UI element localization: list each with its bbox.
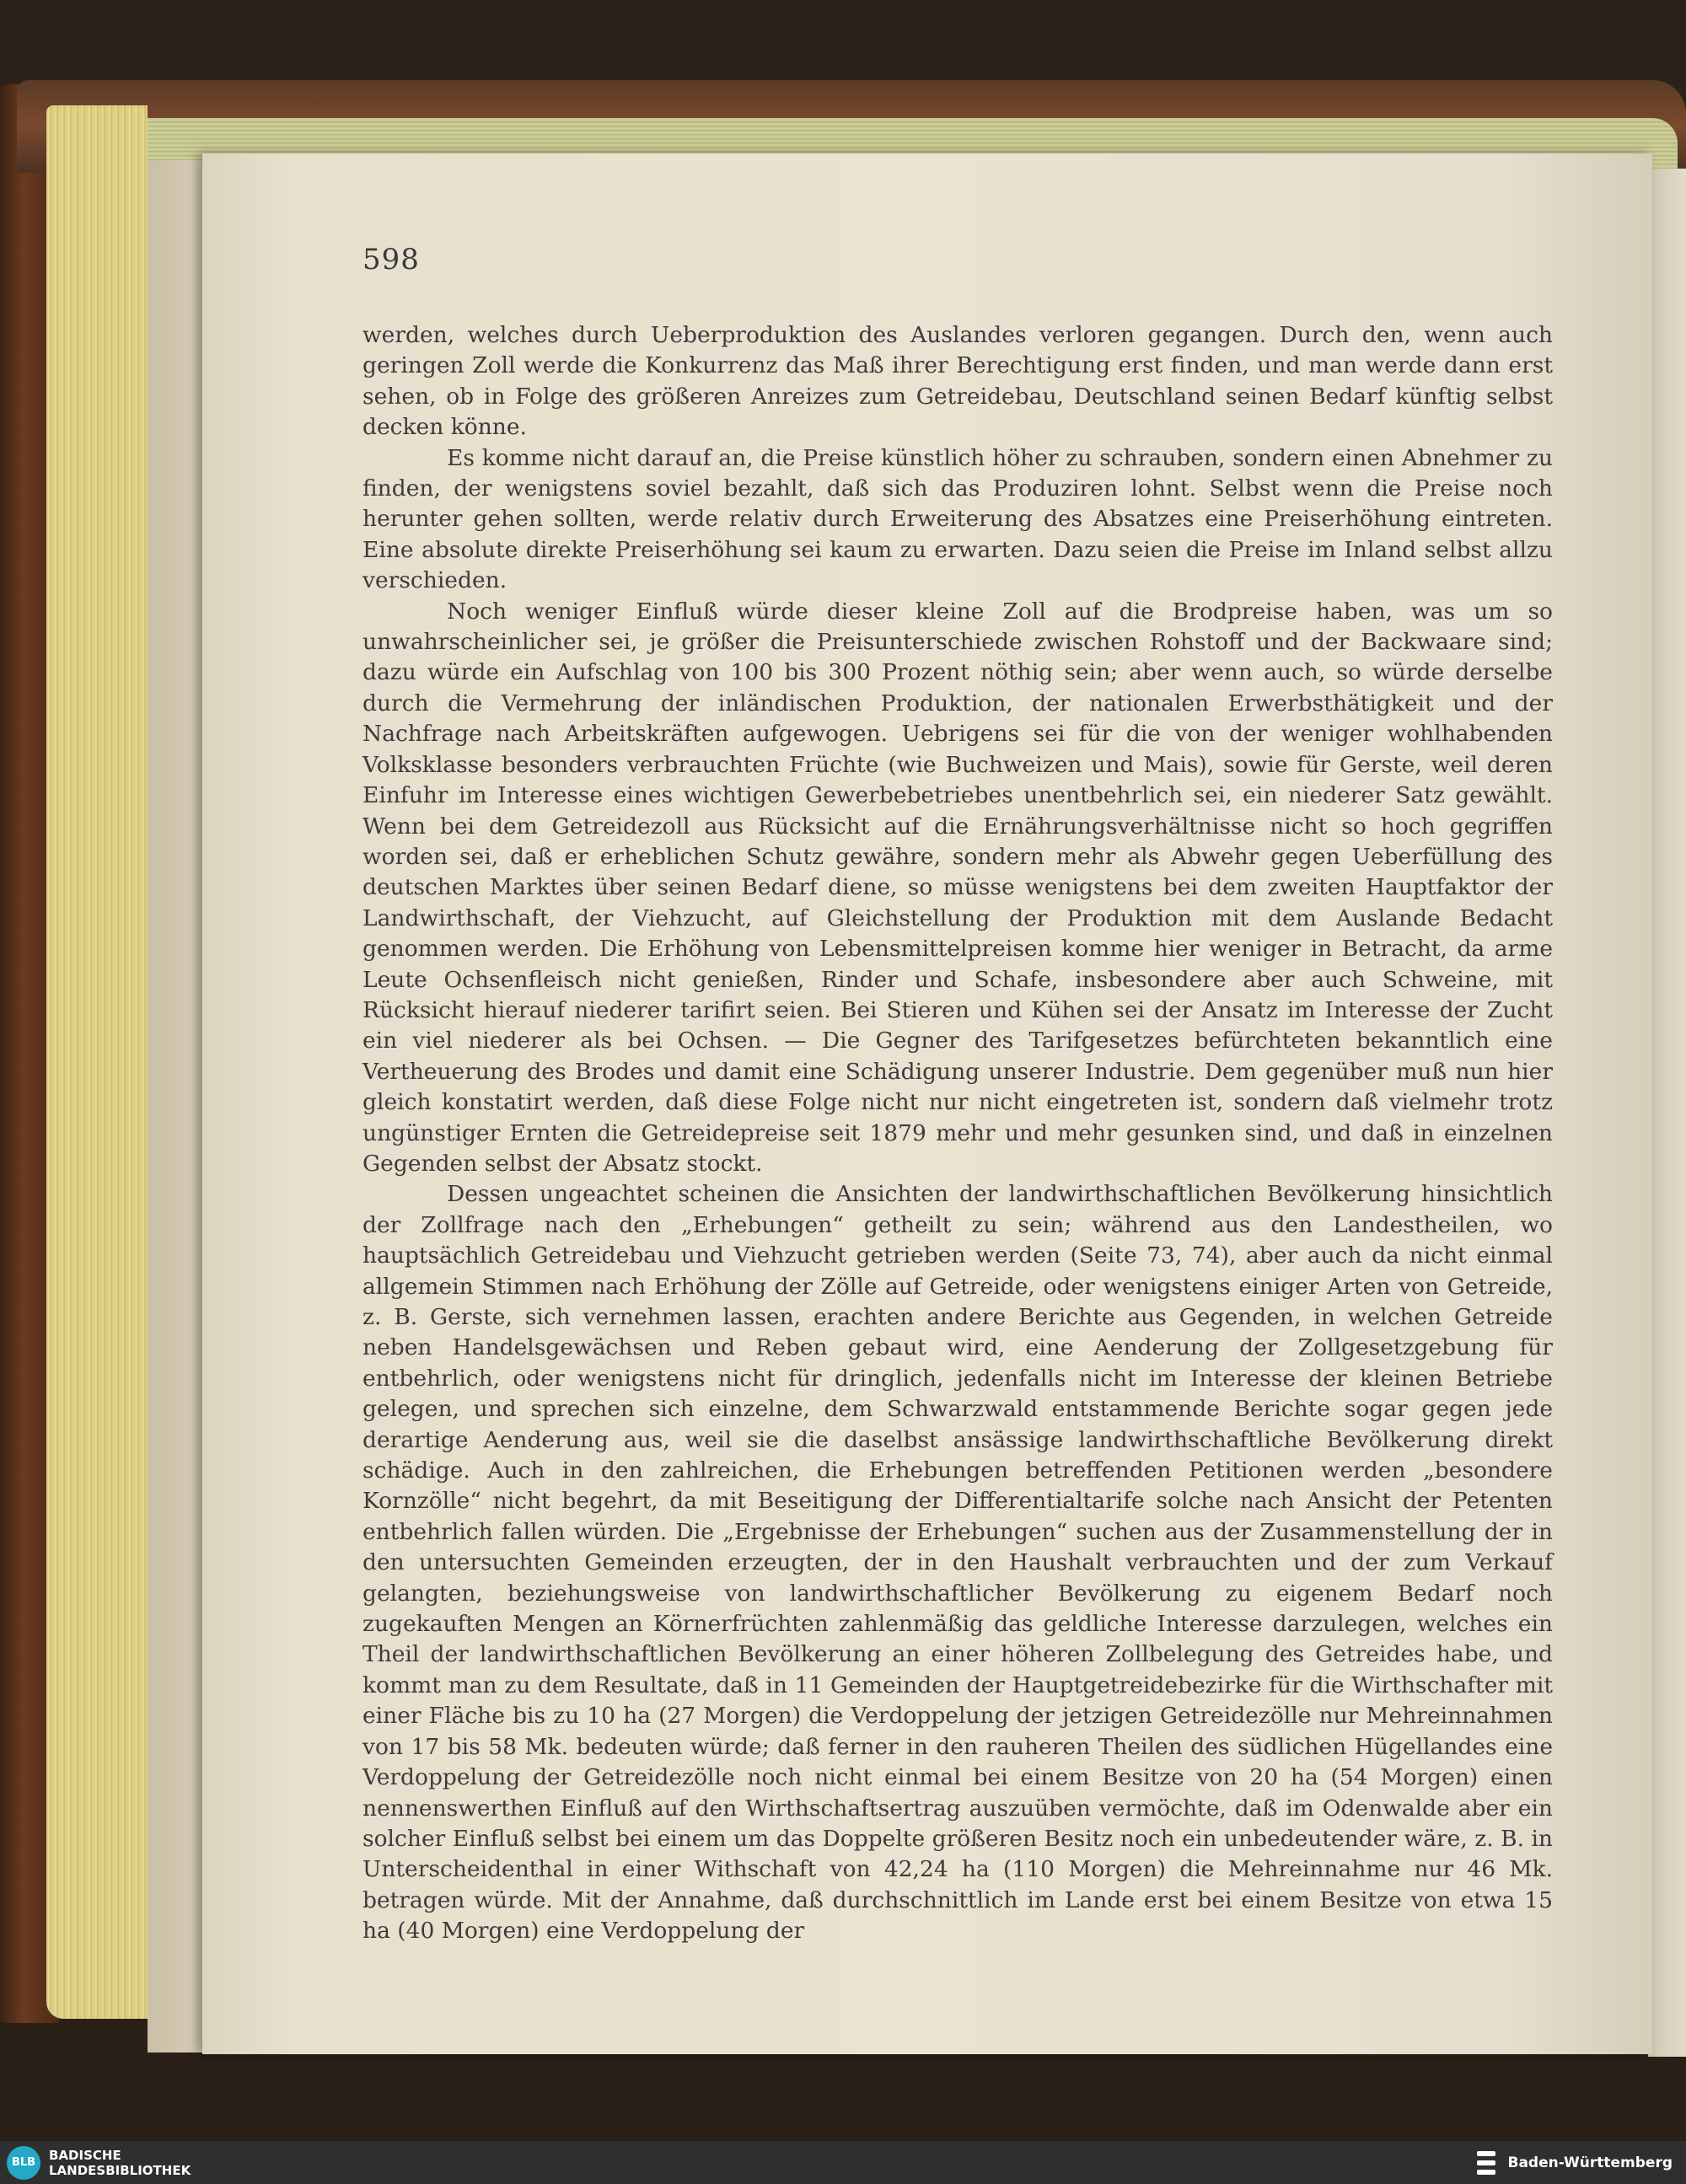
footer-bar: [0, 2141, 1686, 2184]
lions-emblem-icon: [1474, 2148, 1499, 2178]
bw-name: Baden-Württemberg: [1507, 2154, 1673, 2171]
page-number: 598: [362, 243, 420, 276]
blb-logo[interactable]: [7, 2146, 191, 2180]
page-text: [362, 320, 1553, 1947]
blb-name: [49, 2148, 191, 2178]
bw-logo[interactable]: [1474, 2148, 1673, 2178]
blb-name-line2: LANDESBIBLIOTHEK: [49, 2162, 191, 2178]
facing-page-edge: [1648, 169, 1686, 2057]
blb-badge-icon: BLB: [7, 2146, 40, 2180]
paragraph-3: Noch weniger Einfluß würde dieser kleine Zoll auf die Brodpreise haben, was um so unwahrscheinlicher sei, je größer die Preisunterschiede zwischen Rohstoff und der Backwaare sind; dazu würde ein Aufschlag von 100 bis 300 Prozent nöthig sein; aber wenn auch, so würde derselbe durch die Vermehrung der inländischen Produktion, der nationalen Erwerbsthätigkeit und der Nachfrage nach Arbeitskräften aufgewogen. Uebrigens sei für die von der weniger wohlhabenden Volksklasse besonders verbrauchten Früchte (wie Buchweizen und Mais), sowie für Gerste, weil deren Einfuhr im Interesse eines wichtigen Gewerbebetriebes unentbehrlich sei, ein niederer Satz gewählt. Wenn bei dem Getreidezoll aus Rücksicht auf die Ernährungsverhältnisse nicht so hoch gegriffen worden sei, daß er erheblichen Schutz gewähre, sondern mehr als Abwehr gegen Ueberfüllung des deutschen Marktes über seinen Bedarf diene, so müsse wenigstens bei dem zweiten Hauptfaktor der Landwirthschaft, der Viehzucht, auf Gleichstellung der Produktion mit dem Auslande Bedacht genommen werden. Die Erhöhung von Lebensmittelpreisen komme hier weniger in Betracht, da arme Leute Ochsenfleisch nicht genießen, Rinder und Schafe, insbesondere aber auch Schweine, mit Rücksicht hierauf niederer tarifirt seien. Bei Stieren und Kühen sei der Ansatz im Interesse der Zucht ein viel niederer als bei Ochsen. — Die Gegner des Tarifgesetzes befürchteten bekanntlich eine Vertheuerung des Brodes und damit eine Schädigung unserer Industrie. Dem gegenüber muß nun hier gleich konstatirt werden, daß diese Folge nicht nur nicht eingetreten ist, sondern daß vielmehr trotz ungünstiger Ernten die Getreidepreise seit 1879 mehr und mehr gesunken sind, und daß in einzelnen Gegenden selbst der Absatz stockt.: [362, 598, 1553, 1177]
page-edges-left: [46, 105, 148, 2019]
paragraph-1: werden, welches durch Ueberproduktion des Auslandes verloren gegangen. Durch den, wenn auch geringen Zoll werde die Konkurrenz das Maß ihrer Berechtigung erst finden, und man werde dann erst sehen, ob in Folge des größeren Anreizes zum Getreidebau, Deutschland seinen Bedarf künftig selbst decken könne.: [362, 322, 1553, 441]
paragraph-4: Dessen ungeachtet scheinen die Ansichten der landwirthschaftlichen Bevölkerung hinsichtlich der Zollfrage nach den „Erhebungen“ getheilt zu sein; während aus den Landestheilen, wo hauptsächlich Getreidebau und Viehzucht getrieben werden (Seite 73, 74), aber auch da nicht einmal allgemein Stimmen nach Erhöhung der Zölle auf Getreide, oder wenigstens einiger Arten von Getreide, z. B. Gerste, sich vernehmen lassen, erachten andere Berichte aus Gegenden, in welchen Getreide neben Handelsgewächsen und Reben gebaut wird, eine Aenderung der Zollgesetzgebung für entbehrlich, oder wenigstens nicht für dringlich, jedenfalls nicht im Interesse der kleinen Betriebe gelegen, und sprechen sich einzelne, dem Schwarzwald entstammende Berichte sogar gegen jede derartige Aenderung aus, weil sie die daselbst ansässige landwirthschaftliche Bevölkerung direkt schädige. Auch in den zahlreichen, die Erhebungen betreffenden Petitionen werden „besondere Kornzölle“ nicht begehrt, da mit Beseitigung der Differentialtarife solche nach Ansicht der Petenten entbehrlich fallen würden. Die „Ergebnisse der Erhebungen“ suchen aus der Zusammenstellung der in den untersuchten Gemeinden erzeugten, der in den Haushalt verbrauchten und der zum Verkauf gelangten, beziehungsweise von landwirthschaftlicher Bevölkerung zu eigenem Bedarf noch zugekauften Mengen an Körnerfrüchten zahlenmäßig das geldliche Interesse darzulegen, welches ein Theil der landwirthschaftlichen Bevölkerung an einer höheren Zollbelegung des Getreides habe, und kommt man zu dem Resultate, daß in 11 Gemeinden der Hauptgetreidebezirke für die Wirthschafter mit einer Fläche bis zu 10 ha (27 Morgen) die Verdoppelung der jetzigen Getreidezölle nur Mehreinnahmen von 17 bis 58 Mk. bedeuten würde; daß ferner in den rauheren Theilen des südlichen Hügellandes eine Verdoppelung der Getreidezölle noch nicht einmal bei einem Besitze von 20 ha (54 Morgen) einen nennenswerthen Einfluß auf den Wirthschaftsertrag auszuüben vermöchte, daß im Odenwalde aber ein solcher Einfluß selbst bei einem um das Doppelte größeren Besitz noch ein unbedeutender wäre, z. B. in Unterscheidenthal in einer Withschaft von 42,24 ha (110 Morgen) die Mehreinnahme nur 46 Mk. betragen würde. Mit der Annahme, daß durchschnittlich im Lande erst bei einem Besitze von etwa 15 ha (40 Morgen) eine Verdoppelung der: [362, 1181, 1553, 1945]
blb-name-line1: BADISCHE: [49, 2147, 121, 2163]
paragraph-2: Es komme nicht darauf an, die Preise künstlich höher zu schrauben, sondern einen Abnehmer zu finden, der wenigstens soviel bezahlt, daß sich das Produziren lohnt. Selbst wenn die Preise noch herunter gehen sollten, werde relativ durch Erweiterung des Absatzes eine Preiserhöhung eintreten. Eine absolute direkte Preiserhöhung sei kaum zu erwarten. Dazu seien die Preise im Inland selbst allzu verschieden.: [362, 444, 1553, 594]
